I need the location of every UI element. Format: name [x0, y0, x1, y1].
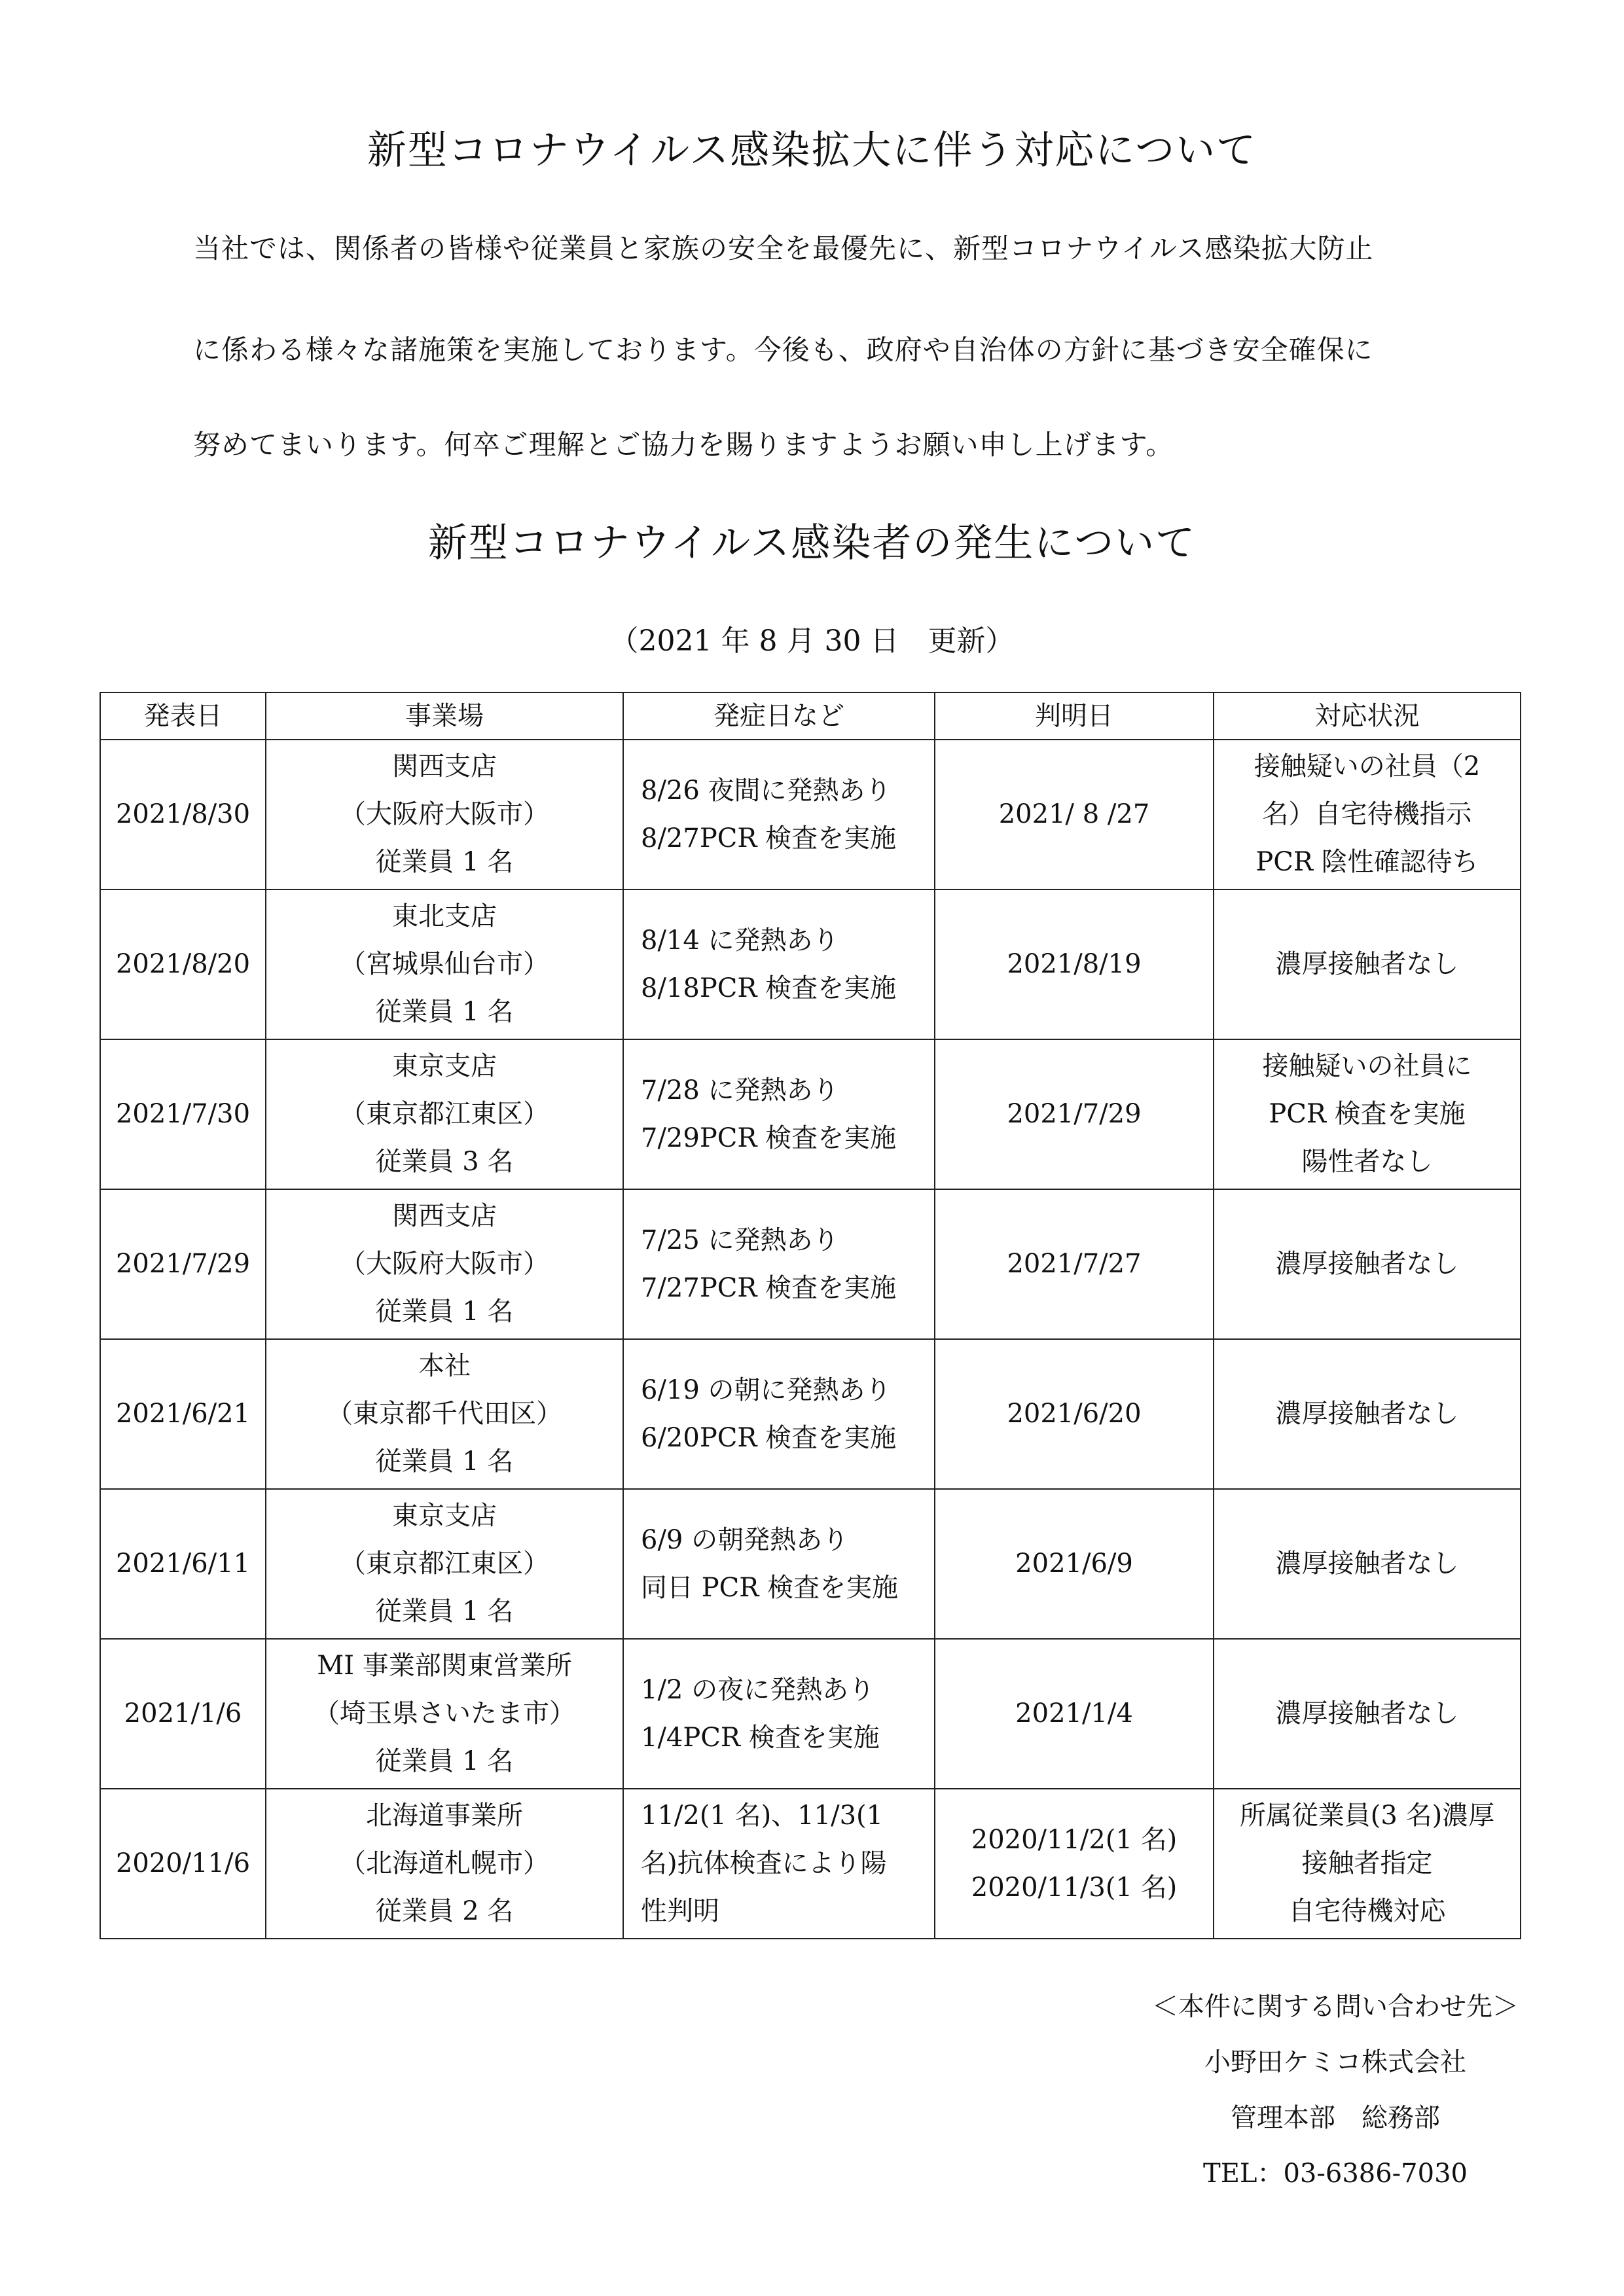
cell-text-line: 8/27PCR 検査を実施: [641, 823, 897, 853]
cell-text-line: 7/29PCR 検査を実施: [641, 1122, 897, 1153]
cell-text-line: 自宅待機対応: [1288, 1896, 1446, 1926]
cell-text-line: 名）自宅待機指示: [1262, 799, 1472, 829]
cell-text-line: 接触疑いの社員に: [1262, 1051, 1472, 1081]
cell-text-line: 2021/1/4: [1015, 1698, 1133, 1729]
confirmed-date-cell: [935, 1489, 1214, 1639]
cell-text-line: 2021/8/19: [1007, 949, 1142, 979]
site-cell: [266, 1189, 623, 1339]
confirmed-date-cell: [935, 1189, 1214, 1339]
table-row: [100, 1039, 1521, 1189]
cell-text-line: 陽性者なし: [1301, 1147, 1433, 1177]
cell-text-line: 8/26 夜間に発熱あり: [641, 775, 892, 806]
cell-text-line: 従業員 1 名: [375, 1746, 514, 1776]
onset-cell: [623, 740, 935, 889]
cell-text-line: （大阪府大阪市）: [340, 1249, 549, 1279]
cell-text-line: PCR 検査を実施: [1269, 1099, 1466, 1129]
confirmed-date-cell: [935, 1039, 1214, 1189]
update-date-note: （2021 年 8 月 30 日 更新）: [609, 624, 1015, 658]
cell-text-line: 7/27PCR 検査を実施: [641, 1272, 897, 1303]
cell-text-line: 8/14 に発熱あり: [641, 925, 839, 956]
cell-text-line: 2021/6/20: [1007, 1399, 1142, 1429]
confirmed-date-cell: [935, 1639, 1214, 1789]
onset-cell: [623, 1339, 935, 1489]
cell-text-line: 従業員 3 名: [375, 1147, 514, 1177]
announced-date-cell: 2021/6/11: [100, 1489, 266, 1639]
cell-text-line: 6/9 の朝発熱あり: [641, 1524, 849, 1555]
site-cell: [266, 740, 623, 889]
onset-cell: [623, 1639, 935, 1789]
table-header-row: [100, 692, 1521, 740]
table-row: [100, 1339, 1521, 1489]
contact-company: 小野田ケミコ株式会社: [1204, 2047, 1466, 2077]
cell-text-line: （大阪府大阪市）: [340, 799, 549, 829]
announced-date-cell: 2021/1/6: [100, 1639, 266, 1789]
cell-text-line: 接触者指定: [1301, 1848, 1433, 1878]
cell-text-line: 東北支店: [392, 901, 497, 931]
cell-text-line: PCR 陰性確認待ち: [1255, 847, 1479, 877]
cell-text-line: 関西支店: [392, 1201, 497, 1231]
site-cell: [266, 1339, 623, 1489]
header-announced-date: 発表日: [100, 692, 266, 740]
cell-text-line: （埼玉県さいたま市）: [314, 1698, 575, 1729]
response-cell: [1214, 740, 1521, 889]
announced-date-cell: 2020/11/6: [100, 1789, 266, 1939]
announced-date-cell: 2021/8/20: [100, 889, 266, 1039]
cell-text-line: 2020/11/2(1 名): [971, 1824, 1178, 1855]
announced-date-cell: 2021/6/21: [100, 1339, 266, 1489]
cell-text-line: （東京都江東区）: [340, 1099, 549, 1129]
table-row: [100, 1489, 1521, 1639]
header-confirmed-date: 判明日: [935, 692, 1214, 740]
cell-text-line: 性判明: [641, 1896, 719, 1926]
contact-department: 管理本部 総務部: [1231, 2103, 1440, 2133]
table-row: [100, 1639, 1521, 1789]
intro-paragraph-line: 努めてまいります。何卒ご理解とご協力を賜りますようお願い申し上げます。: [193, 429, 1174, 461]
cell-text-line: 従業員 1 名: [375, 997, 514, 1027]
intro-paragraph-line: 当社では、関係者の皆様や従業員と家族の安全を最優先に、新型コロナウイルス感染拡大防止: [193, 232, 1374, 264]
cell-text-line: 従業員 2 名: [375, 1896, 514, 1926]
site-cell: [266, 1489, 623, 1639]
cell-text-line: MI 事業部関東営業所: [317, 1651, 572, 1681]
cell-text-line: （東京都江東区）: [340, 1549, 549, 1579]
cell-text-line: 名)抗体検査により陽: [641, 1848, 887, 1878]
cell-text-line: 同日 PCR 検査を実施: [641, 1572, 899, 1603]
site-cell: [266, 889, 623, 1039]
cell-text-line: 1/4PCR 検査を実施: [641, 1722, 880, 1753]
cell-text-line: 濃厚接触者なし: [1275, 1249, 1459, 1279]
cell-text-line: 濃厚接触者なし: [1275, 949, 1459, 979]
onset-cell: [623, 1039, 935, 1189]
cell-text-line: 1/2 の夜に発熱あり: [641, 1674, 875, 1705]
response-cell: [1214, 889, 1521, 1039]
cell-text-line: 従業員 1 名: [375, 1297, 514, 1327]
cell-text-line: 従業員 1 名: [375, 847, 514, 877]
cell-text-line: 2021/7/29: [1007, 1099, 1142, 1129]
cell-text-line: 6/19 の朝に発熱あり: [641, 1374, 892, 1405]
cell-text-line: 7/25 に発熱あり: [641, 1225, 839, 1255]
contact-heading: ＜本件に関する問い合わせ先＞: [1152, 1992, 1519, 2022]
confirmed-date-cell: [935, 1789, 1214, 1939]
site-cell: [266, 1789, 623, 1939]
response-cell: [1214, 1189, 1521, 1339]
onset-cell: [623, 889, 935, 1039]
header-response: 対応状況: [1214, 692, 1521, 740]
contact-phone: TEL：03-6386-7030: [1203, 2159, 1468, 2189]
table-body: [100, 740, 1521, 1939]
cell-text-line: （東京都千代田区）: [327, 1399, 562, 1429]
intro-paragraph-line: に係わる様々な諸施策を実施しております。今後も、政府や自治体の方針に基づき安全確保に: [193, 334, 1373, 366]
cell-text-line: 濃厚接触者なし: [1275, 1399, 1459, 1429]
confirmed-date-cell: [935, 889, 1214, 1039]
table-row: [100, 1189, 1521, 1339]
cell-text-line: 8/18PCR 検査を実施: [641, 973, 897, 1003]
announced-date-cell: 2021/7/29: [100, 1189, 266, 1339]
response-cell: [1214, 1039, 1521, 1189]
cell-text-line: 接触疑いの社員（2: [1254, 751, 1481, 781]
onset-cell: [623, 1789, 935, 1939]
cell-text-line: 北海道事業所: [366, 1801, 523, 1831]
infection-report-table: [99, 692, 1521, 1939]
site-cell: [266, 1039, 623, 1189]
announced-date-cell: 2021/7/30: [100, 1039, 266, 1189]
onset-cell: [623, 1489, 935, 1639]
confirmed-date-cell: [935, 740, 1214, 889]
cell-text-line: （宮城県仙台市）: [340, 949, 549, 979]
cell-text-line: 東京支店: [392, 1501, 497, 1531]
cell-text-line: 本社: [418, 1351, 471, 1381]
response-cell: [1214, 1339, 1521, 1489]
cell-text-line: 2020/11/3(1 名): [971, 1872, 1178, 1903]
cell-text-line: 11/2(1 名)、11/3(1: [641, 1801, 884, 1831]
cell-text-line: （北海道札幌市）: [340, 1848, 549, 1878]
cell-text-line: 所属従業員(3 名)濃厚: [1239, 1801, 1495, 1831]
cell-text-line: 2021/7/27: [1007, 1249, 1142, 1279]
table-row: [100, 889, 1521, 1039]
table-row: [100, 740, 1521, 889]
table-row: [100, 1789, 1521, 1939]
response-cell: [1214, 1789, 1521, 1939]
confirmed-date-cell: [935, 1339, 1214, 1489]
cell-text-line: 2021/ 8 /27: [998, 799, 1150, 829]
header-site: 事業場: [266, 692, 623, 740]
announced-date-cell: 2021/8/30: [100, 740, 266, 889]
section-title: 新型コロナウイルス感染者の発生について: [427, 520, 1197, 566]
cell-text-line: 従業員 1 名: [375, 1596, 514, 1626]
site-cell: [266, 1639, 623, 1789]
cell-text-line: 2021/6/9: [1015, 1549, 1133, 1579]
header-onset: 発症日など: [623, 692, 935, 740]
cell-text-line: 東京支店: [392, 1051, 497, 1081]
cell-text-line: 濃厚接触者なし: [1275, 1698, 1459, 1729]
cell-text-line: 従業員 1 名: [375, 1446, 514, 1477]
response-cell: [1214, 1639, 1521, 1789]
cell-text-line: 関西支店: [392, 751, 497, 781]
response-cell: [1214, 1489, 1521, 1639]
cell-text-line: 7/28 に発熱あり: [641, 1075, 839, 1105]
main-title: 新型コロナウイルス感染拡大に伴う対応について: [367, 128, 1257, 173]
cell-text-line: 濃厚接触者なし: [1275, 1549, 1459, 1579]
cell-text-line: 6/20PCR 検査を実施: [641, 1422, 897, 1453]
onset-cell: [623, 1189, 935, 1339]
